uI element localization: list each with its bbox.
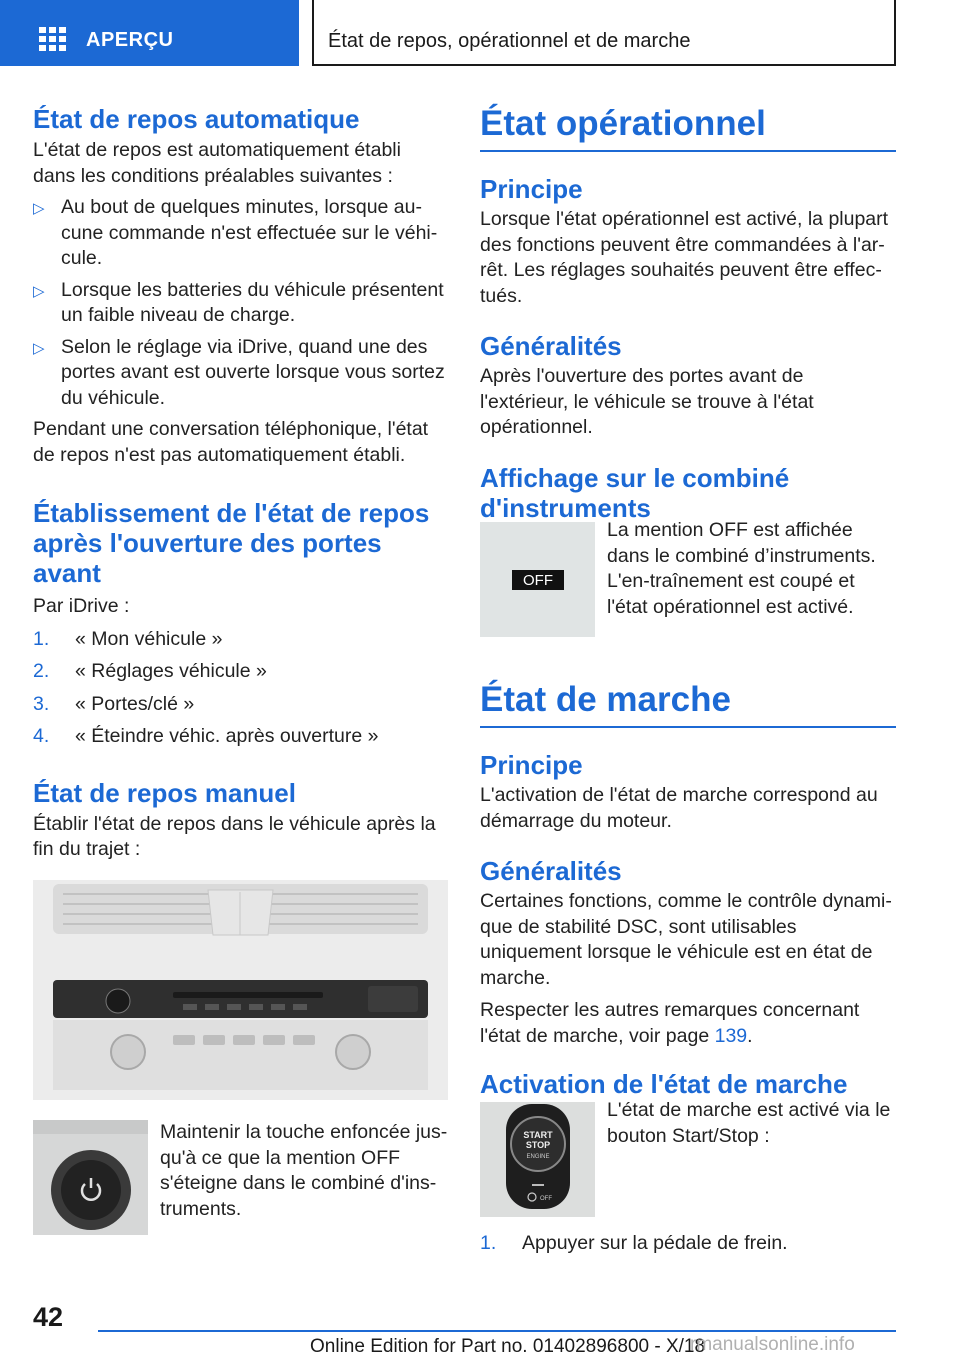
page-link[interactable]: 139 bbox=[714, 1024, 748, 1047]
heading-activation: Activation de l'état de marche bbox=[480, 1069, 848, 1099]
list-item: ▷ Selon le réglage via iDrive, quand une des portes avant est ouverte lorsque vous sortez du véhicule. bbox=[33, 335, 445, 409]
list-item: 3. « Portes/clé » bbox=[33, 692, 195, 715]
section-title-doors: Établissement de l'état de repos après l'ouverture des portes avant bbox=[33, 498, 430, 588]
section-title-manual-rest: État de repos manuel bbox=[33, 777, 296, 808]
grid-icon bbox=[39, 27, 67, 51]
engine-label: ENGINE bbox=[526, 1154, 550, 1160]
auto-rest-conditions bbox=[33, 195, 448, 411]
list-item: 1. « Mon véhicule » bbox=[33, 627, 223, 650]
list-item: ▷ Lorsque les batteries du véhicule présentent un faible niveau de charge. bbox=[33, 278, 444, 326]
heading-running: État de marche bbox=[480, 680, 896, 728]
knob-caption: Maintenir la touche enfoncée jus-qu'à ce que la mention OFF s'éteigne dans le combiné d'ins-truments. bbox=[160, 1121, 448, 1220]
principe2-text: L'activation de l'état de marche correspond au démarrage du moteur. bbox=[480, 784, 878, 832]
list-item: 4. « Éteindre véhic. après ouverture » bbox=[33, 725, 379, 747]
start-label: START bbox=[523, 1130, 553, 1140]
list-item: 1. Appuyer sur la pédale de frein. bbox=[480, 1232, 788, 1254]
off-label: OFF bbox=[523, 572, 553, 589]
left-column bbox=[33, 104, 448, 863]
heading-generalites: Généralités bbox=[480, 331, 622, 361]
generalites2-text: Certaines fonctions, comme le contrôle dynami-que de stabilité DSC, sont utilisables uniquement lorsque le véhicule est en état de marche. bbox=[480, 890, 892, 989]
radio-console-image bbox=[33, 880, 448, 1100]
chapter-title-box bbox=[312, 0, 896, 66]
affichage-text: La mention OFF est affichée dans le combiné d’instruments. L'en-traînement est coupé et l'état opérationnel est activé. bbox=[607, 519, 876, 618]
start-stop-button-image bbox=[480, 1102, 595, 1217]
activation-steps bbox=[480, 1224, 896, 1257]
doors-intro: Par iDrive : bbox=[33, 595, 130, 617]
generalites-text: Après l'ouverture des portes avant de l'extérieur, le véhicule se trouve à l'état opérationnel. bbox=[480, 365, 814, 438]
triangle-bullet-icon: ▷ bbox=[33, 200, 45, 217]
footer-divider bbox=[98, 1330, 896, 1332]
off-small-label: OFF bbox=[540, 1196, 552, 1202]
page-number: 42 bbox=[33, 1302, 64, 1332]
right-column bbox=[480, 104, 896, 523]
page-header bbox=[0, 0, 960, 66]
doors-steps bbox=[33, 627, 448, 750]
watermark: rmanualsonline.info bbox=[690, 1334, 855, 1355]
heading-operational: État opérationnel bbox=[480, 104, 896, 152]
triangle-bullet-icon: ▷ bbox=[33, 339, 45, 357]
chapter-title: État de repos, opérationnel et de marche bbox=[328, 30, 691, 52]
section-title-auto-rest: État de repos automatique bbox=[33, 104, 360, 134]
auto-rest-outro: Pendant une conversation téléphonique, l'état de repos n'est pas automatiquement établi. bbox=[33, 418, 429, 466]
principe-text: Lorsque l'état opérationnel est activé, la plupart des fonctions peuvent être commandées à l'ar-rêt. Les réglages souhaités peuvent être effec-tués. bbox=[480, 208, 889, 307]
power-knob-image bbox=[33, 1120, 148, 1235]
respect-text: Respecter les autres remarques concernant l'état de marche, voir page 139. bbox=[480, 999, 860, 1047]
auto-rest-intro: L'état de repos est automatiquement établi dans les conditions préalables suivantes : bbox=[33, 139, 401, 187]
list-item: ▷ Au bout de quelques minutes, lorsque au-cune commande n'est effectuée sur le véhi-cule. bbox=[33, 196, 438, 269]
list-item: 2. « Réglages véhicule » bbox=[33, 660, 267, 682]
overview-tab-label: APERÇU bbox=[86, 29, 174, 51]
running-state-section bbox=[480, 680, 896, 1099]
edition-text: Online Edition for Part no. 01402896800 - X/18 bbox=[310, 1336, 706, 1357]
manual-rest-intro: Établir l'état de repos dans le véhicule après la fin du trajet : bbox=[33, 812, 436, 860]
heading-affichage: Affichage sur le combiné d'instruments bbox=[480, 462, 790, 523]
stop-label: STOP bbox=[525, 1140, 551, 1150]
heading-principe-2: Principe bbox=[480, 750, 583, 780]
heading-principe: Principe bbox=[480, 174, 583, 204]
off-display-image bbox=[480, 522, 595, 637]
overview-tab[interactable] bbox=[0, 0, 299, 66]
activation-text: L'état de marche est activé via le bouton Start/Stop : bbox=[607, 1099, 891, 1147]
triangle-bullet-icon: ▷ bbox=[33, 282, 45, 300]
heading-generalites-2: Généralités bbox=[480, 856, 622, 886]
